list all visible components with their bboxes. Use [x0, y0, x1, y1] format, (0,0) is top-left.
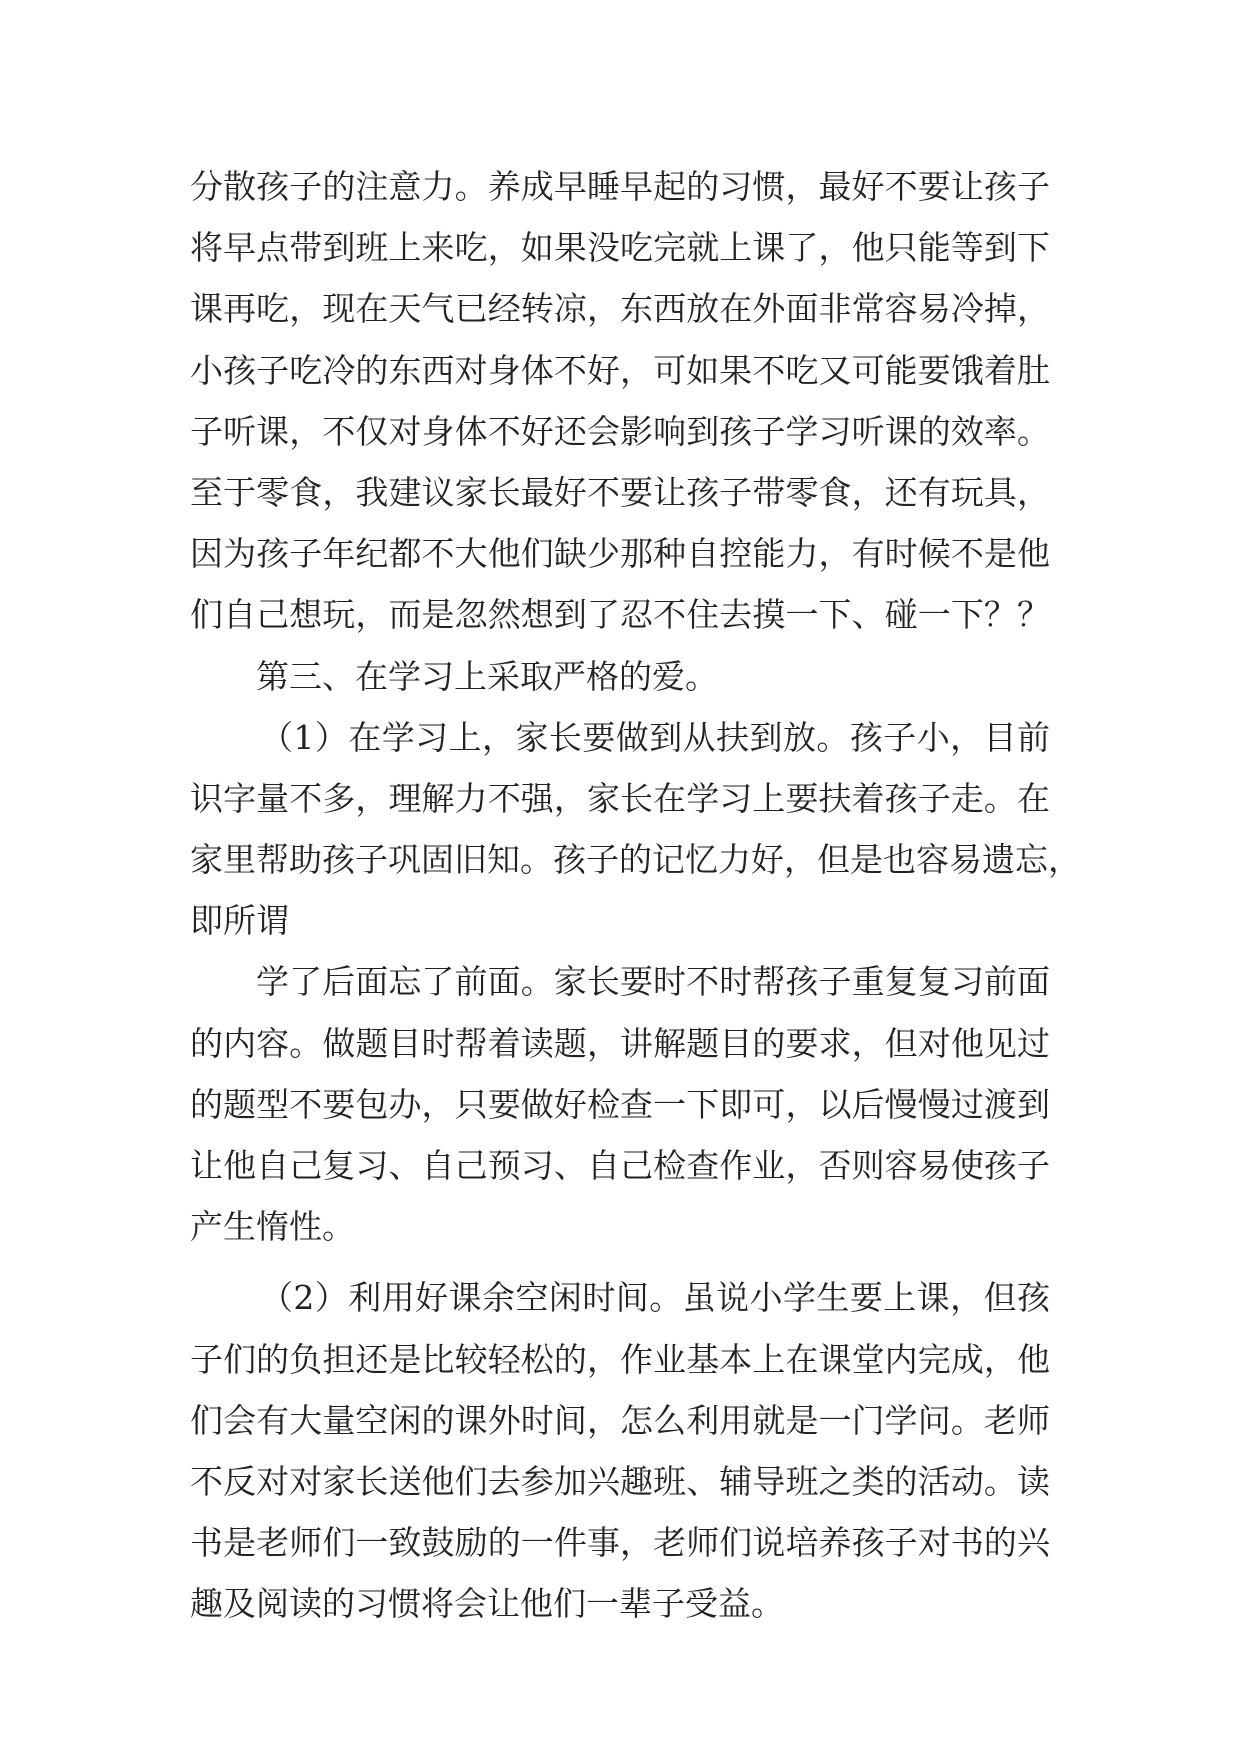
text-line: 书是老师们一致鼓励的一件事，老师们说培养孩子对书的兴: [190, 1523, 1050, 1563]
text-line: （1）在学习上，家长要做到从扶到放。孩子小，目前: [260, 717, 1050, 757]
text-line: 至于零食，我建议家长最好不要让孩子带零食，还有玩具，: [190, 472, 1050, 512]
text-line: 课再吃，现在天气已经转凉，东西放在外面非常容易冷掉，: [190, 289, 1050, 329]
paragraph-gap: [190, 1257, 1050, 1267]
text-line: 学了后面忘了前面。家长要时不时帮孩子重复复习前面: [256, 962, 1050, 1002]
text-line: 子听课，不仅对身体不好还会影响到孩子学习听课的效率。: [190, 411, 1050, 451]
text-line: 子们的负担还是比较轻松的，作业基本上在课堂内完成，他: [190, 1339, 1050, 1379]
text-line: 的内容。做题目时帮着读题，讲解题目的要求，但对他见过: [190, 1023, 1050, 1063]
text-line: 家里帮助孩子巩固旧知。孩子的记忆力好，但是也容易遗忘，: [190, 840, 1081, 880]
text-line: （2）利用好课余空闲时间。虽说小学生要上课，但孩: [260, 1278, 1050, 1318]
text-line: 分散孩子的注意力。养成早睡早起的习惯，最好不要让孩子: [190, 167, 1050, 206]
text-line: 让他自己复习、自己预习、自己检查作业，否则容易使孩子: [190, 1146, 1050, 1185]
text-line: 将早点带到班上来吃，如果没吃完就上课了，他只能等到下: [190, 228, 1050, 268]
text-line: 的题型不要包办，只要做好检查一下即可，以后慢慢过渡到: [190, 1084, 1050, 1124]
text-line: 趣及阅读的习惯将会让他们一辈子受益。: [190, 1584, 784, 1624]
text-line: 不反对对家长送他们去参加兴趣班、辅导班之类的活动。读: [190, 1461, 1050, 1501]
text-line: 们会有大量空闲的课外时间，怎么利用就是一门学问。老师: [190, 1400, 1050, 1440]
section-heading: 第三、在学习上采取严格的爱。: [256, 656, 718, 696]
text-line: 们自己想玩，而是忽然想到了忍不住去摸一下、碰一下？？: [190, 595, 1050, 635]
text-line: 小孩子吃冷的东西对身体不好，可如果不吃又可能要饿着肚: [190, 350, 1050, 390]
text-line: 识字量不多，理解力不强，家长在学习上要扶着孩子走。在: [190, 778, 1050, 818]
text-line: 因为孩子年纪都不大他们缺少那种自控能力，有时候不是他: [190, 534, 1050, 574]
body-text: [190, 156, 1081, 1635]
text-line: 即所谓: [190, 901, 289, 941]
text-line: 产生惰性。: [190, 1207, 355, 1247]
